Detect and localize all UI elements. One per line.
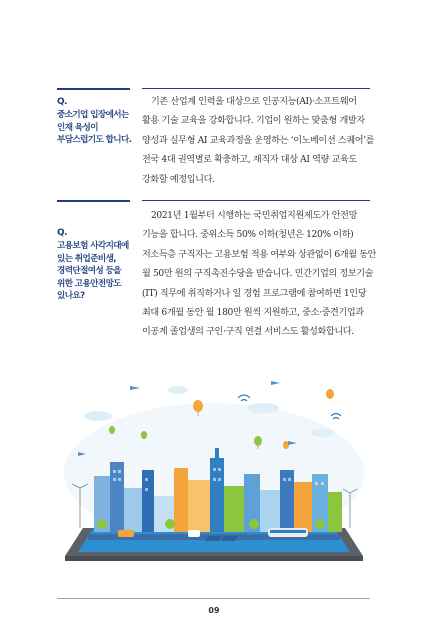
smart-city-illustration [58,378,370,573]
footer-divider [57,598,370,599]
tablet-edge [65,556,363,561]
question-divider [57,200,130,202]
answer-line: 최대 6개월 동안 월 180만 원씩 지원하고, 중소·중견기업과 [142,308,364,319]
answer-line: 강화할 예정입니다. [142,174,215,185]
answer-line: 2021년 1월부터 시행하는 국민취업지원제도가 안전망 [151,211,358,221]
question-label [57,96,135,147]
question-line: 있는 취업준비생, [57,253,116,264]
answer-line: 양성과 실무형 AI 교육과정을 운영하는 ‘이노베이션 스퀘어’를 [142,135,375,146]
question-line: 중소기업 입장에서는 [57,110,129,121]
question-mark: Q. [57,97,67,107]
answer-line: 월 50만 원의 구직촉진수당을 받습니다. 민간기업의 정보기술 [142,269,374,280]
question-line: 있나요? [57,291,85,302]
question-label [57,227,135,302]
answer-line: 저소득층 구직자는 고용보험 적용 여부와 상관없이 6개월 동안 [142,249,377,260]
answer-line: 기능을 합니다. 중위소득 50% 이하(청년은 120% 이하) [142,230,354,241]
answer-text [142,207,377,343]
answer-text [142,93,375,190]
answer-line: 활용 기술 교육을 강화합니다. 기업이 원하는 맞춤형 개발자 [142,116,365,127]
question-line: 고용보험 사각지대에 [57,241,129,252]
question-line: 부담스럽기도 합니다. [57,135,132,146]
question-line: 경력단절여성 등을 [57,266,122,277]
page-number: 09 [208,606,220,615]
question-divider [57,88,130,90]
question-line: 인재 육성이 [57,122,98,133]
answer-line: 이공계 졸업생의 구인·구직 연결 서비스도 활성화합니다. [142,327,354,338]
question-mark: Q. [57,228,67,238]
answer-line: 기존 산업계 인력을 대상으로 인공지능(AI)·소프트웨어 [151,97,357,107]
answer-line: 전국 4대 권역별로 확충하고, 재직자 대상 AI 역량 교육도 [142,155,357,166]
answer-divider [142,88,370,89]
answer-divider [142,200,370,201]
question-line: 위한 고용안전망도 [57,278,122,289]
answer-line: (IT) 직무에 취직하거나 일 경험 프로그램에 참여하면 1인당 [142,288,367,299]
